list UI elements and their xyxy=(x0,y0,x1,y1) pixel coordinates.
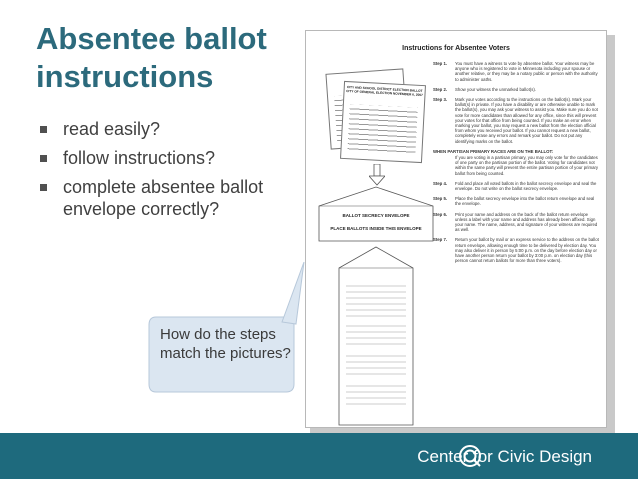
instruction-step xyxy=(433,61,601,82)
bullet-item xyxy=(38,118,278,140)
ballot-illustration xyxy=(328,71,428,163)
instruction-step xyxy=(433,237,601,263)
bullet-item xyxy=(38,176,278,220)
step-text: Return your ballot by mail or an express service to the address on the ballot return envelope, allowing enough time to be delivered by election day. You may also deliver it in person by 5:00 p.m. on the day before election day or have another person return your ballot by 3:00 p.m. on election day (this person cannot return ballots for more than three voters). xyxy=(455,237,599,264)
instruction-subheading xyxy=(433,149,601,154)
step-label: Step 7. xyxy=(433,237,448,243)
step-text: Place the ballot secrecy envelope into the ballot return envelope and seal the envelope. xyxy=(455,196,595,207)
step-label: Step 1. xyxy=(433,61,448,66)
envelope-label: BALLOT SECRECY ENVELOPE xyxy=(342,213,410,218)
step-label: Step 6. xyxy=(433,211,448,217)
bullet-text: follow instructions? xyxy=(63,148,216,168)
instruction-step xyxy=(433,87,601,92)
instruction-step xyxy=(433,212,601,233)
instruction-step xyxy=(433,196,601,206)
step-text: You must have a witness to vote by absentee ballot. Your witness may be anyone who is registered to vote in Minnesota including your spouse or another relative, or they may be a notary public or person with the authority to administer oaths. xyxy=(455,61,598,82)
down-arrow-icon xyxy=(369,164,385,186)
subheading-label: WHEN PARTISAN PRIMARY RACES ARE ON THE BALLOT: xyxy=(433,148,554,154)
footer-bar xyxy=(0,433,638,479)
ballot-lines xyxy=(347,104,417,155)
bullet-text: complete absentee ballot envelope correctly? xyxy=(63,177,264,219)
slide-title: Absentee ballot instructions xyxy=(36,21,267,94)
step-text: Print your name and address on the back of the ballot return envelope unless a label with your name and address has already been affixed. Sign your name. The name, address, and signature of your witness are required as well. xyxy=(455,211,598,233)
bullet-list xyxy=(38,118,278,227)
instructions-document xyxy=(305,30,607,428)
instructions-document-image xyxy=(305,30,615,435)
step-label: Step 5. xyxy=(433,196,448,202)
footer-brand: Center for Civic Design xyxy=(417,447,592,466)
step-text: If you are voting in a partisan primary, you may only vote for the candidates of one party on the partisan portion of the ballot. Voting for candidates not within the same party will prevent the entire partisan portion of your primary ballot from being counted. xyxy=(455,155,599,176)
ballot-header: CITY AND SCHOOL DISTRICT ELECTION BALLOT CITY OF GENERAL ELECTION NOVEMBER 6, 2007 xyxy=(346,85,423,98)
instruction-step xyxy=(433,97,601,144)
callout-text: How do the steps match the pictures? xyxy=(160,326,291,362)
envelope-instruction: PLACE BALLOTS INSIDE THIS ENVELOPE xyxy=(330,226,422,231)
step-label: Step 2. xyxy=(433,86,448,92)
return-envelope-icon xyxy=(338,246,414,426)
step-text: Show your witness the unmarked ballot(s). xyxy=(455,86,536,92)
instruction-step xyxy=(433,155,601,176)
instruction-steps xyxy=(433,61,601,269)
step-label: Step 3. xyxy=(433,97,448,103)
step-text: Mark your votes according to the instructions on the ballot(s). Mark your ballot(s) in private. If you have a disability or are otherwise unable to mark the ballot(s), you may ask your witness to assist you. Make sure you do not vote for more candidates than allowed for any office, since this will prevent your votes for that office from being counted. If you make an error when marking your ballot, you may request a new ballot from the election official from whom you received your ballot. If you cannot request a new ballot, completely erase any errors and remark your ballot. Do not put any identifying marks on the ballot. xyxy=(455,97,598,144)
bullet-item xyxy=(38,147,278,169)
step-label: Step 4. xyxy=(433,180,448,186)
ballot-sheet xyxy=(340,81,426,163)
square-bullet-icon xyxy=(40,184,47,191)
square-bullet-icon xyxy=(40,126,47,133)
bullet-text: read easily? xyxy=(63,119,161,139)
step-text: Fold and place all voted ballots in the ballot secrecy envelope and seal the envelope. Do not write on the ballot secrecy envelope. xyxy=(455,180,597,192)
step-label xyxy=(433,155,455,176)
secrecy-envelope-illustration xyxy=(318,186,434,242)
callout-pointer-icon xyxy=(148,262,308,342)
document-title: Instructions for Absentee Voters xyxy=(402,45,510,52)
instruction-step xyxy=(433,181,601,191)
square-bullet-icon xyxy=(40,155,47,162)
return-envelope-illustration xyxy=(338,246,414,426)
